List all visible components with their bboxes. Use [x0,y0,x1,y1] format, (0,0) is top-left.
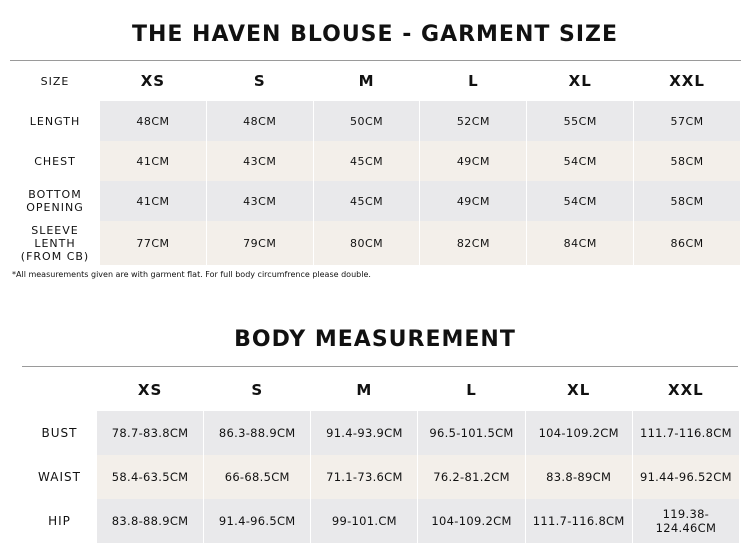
row-label-line: CHEST [34,154,76,168]
measurement-cell: 104-109.2CM [418,499,524,543]
measurement-cell: 104-109.2CM [526,411,632,455]
measurement-cell: 82CM [420,221,526,265]
measurement-cell: 49CM [420,181,526,221]
size-header: L [468,72,479,90]
body-measurement-title: BODY MEASUREMENT [234,327,516,352]
row-label [11,181,99,221]
measurement-cell: 111.7-116.8CM [633,411,739,455]
garment-size-table [10,61,741,265]
measurement-cell: 96.5-101.5CM [418,411,524,455]
measurement-cell: 119.38-124.46CM [633,499,739,543]
table-row [23,499,739,543]
size-header: L [466,380,477,399]
body-header-row [23,368,739,411]
measurement-cell: 52CM [420,101,526,141]
size-header: XS [137,380,163,399]
size-header: XS [140,72,166,90]
body-measurement-table [22,368,740,543]
measurement-cell: 78.7-83.8CM [97,411,203,455]
measurement-cell: 41CM [100,181,206,221]
table-row [11,181,740,221]
measurement-cell: 86CM [634,221,740,265]
measurement-cell: 54CM [527,181,633,221]
measurement-cell: 48CM [100,101,206,141]
size-header: S [251,380,264,399]
measurement-cell: 45CM [314,141,420,181]
measurement-cell: 83.8-88.9CM [97,499,203,543]
measurement-cell: 86.3-88.9CM [204,411,310,455]
measurement-cell: 91.44-96.52CM [633,455,739,499]
table-row [11,221,740,265]
footnote: *All measurements given are with garment flat. For full body circumfrence please double. [12,270,371,279]
garment-size-title: THE HAVEN BLOUSE - GARMENT SIZE [131,22,619,47]
measurement-cell: 111.7-116.8CM [526,499,632,543]
measurement-cell: 58.4-63.5CM [97,455,203,499]
measurement-cell: 80CM [314,221,420,265]
size-header: M [356,380,373,399]
size-header: M [358,72,375,90]
row-label-line: OPENING [26,201,84,214]
measurement-cell: 49CM [420,141,526,181]
row-label-line: (FROM CB) [20,249,90,263]
measurement-cell: 50CM [314,101,420,141]
measurement-cell: 99-101.CM [311,499,417,543]
garment-header-row [11,61,740,101]
measurement-cell: 91.4-96.5CM [204,499,310,543]
table-row [11,101,740,141]
table-row [23,411,739,455]
measurement-cell: 58CM [634,181,740,221]
row-label: WAIST [23,455,96,499]
measurement-cell: 76.2-81.2CM [418,455,524,499]
size-header: XL [567,380,591,399]
size-header: XL [568,72,592,90]
measurement-cell: 83.8-89CM [526,455,632,499]
body-title-rule [22,366,738,367]
measurement-cell: 55CM [527,101,633,141]
size-header: XXL [669,72,705,90]
measurement-cell: 54CM [527,141,633,181]
size-corner-label: SIZE [40,74,70,88]
measurement-cell: 91.4-93.9CM [311,411,417,455]
table-row [23,455,739,499]
empty-corner [23,368,96,411]
measurement-cell: 43CM [207,141,313,181]
measurement-cell: 71.1-73.6CM [311,455,417,499]
row-label: BUST [23,411,96,455]
row-label [11,101,99,141]
row-label-line: LENGTH [29,114,81,128]
measurement-cell: 41CM [100,141,206,181]
row-label-line: BOTTOM [28,188,82,201]
row-label-line: SLEEVE [31,223,79,237]
table-row [11,141,740,181]
measurement-cell: 77CM [100,221,206,265]
row-label [11,141,99,181]
row-label: HIP [23,499,96,543]
measurement-cell: 79CM [207,221,313,265]
size-header: S [253,72,266,90]
measurement-cell: 84CM [527,221,633,265]
measurement-cell: 66-68.5CM [204,455,310,499]
measurement-cell: 45CM [314,181,420,221]
size-header: XXL [668,380,704,399]
measurement-cell: 57CM [634,101,740,141]
row-label [11,221,99,265]
measurement-cell: 43CM [207,181,313,221]
row-label-line: LENTH [34,236,76,250]
measurement-cell: 58CM [634,141,740,181]
measurement-cell: 48CM [207,101,313,141]
